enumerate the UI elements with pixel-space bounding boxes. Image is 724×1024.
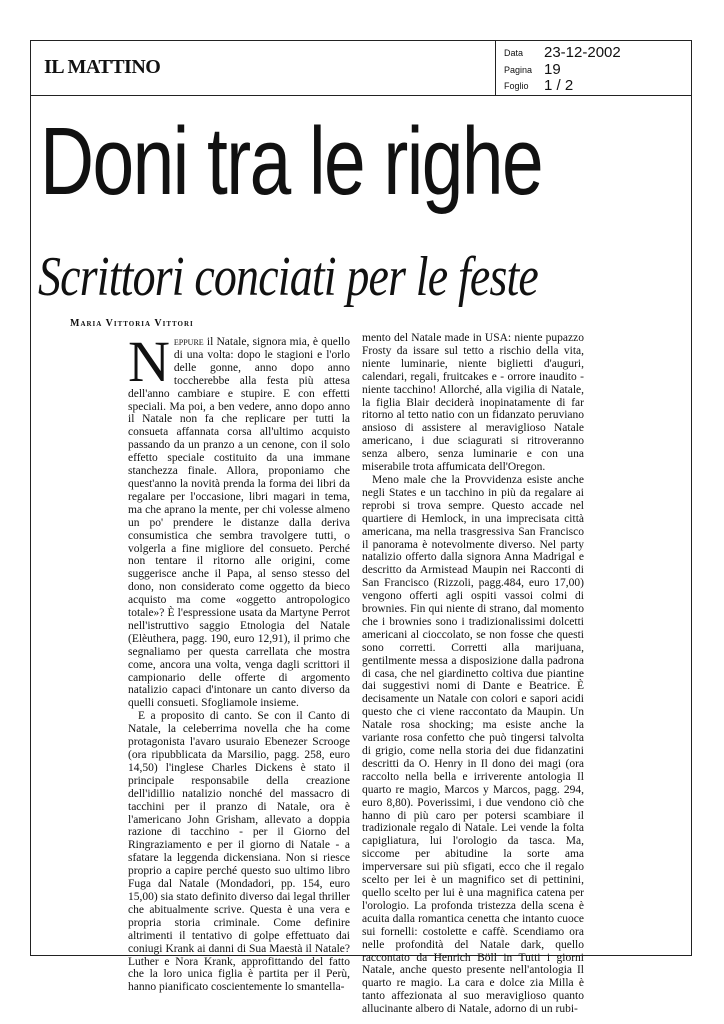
sheet-value: 1 / 2 xyxy=(544,77,574,94)
sheet-label: Foglio xyxy=(504,81,529,91)
paragraph: Meno male che la Provvidenza esiste anche negli States e un tacchino in più da regalare ai reprobi si trova sempre. Questo accade nel quartiere di Hemlock, in una imprecisata città americana, ma nella trasgressiva San Francisco il panorama è notevolmente diverso. Nel party natalizio offerto dalla signora Anna Madrigal e descritto da Armistead Maupin nei Racconti di San Francisco (Rizzoli, pagg.484, euro 17,00) vengono offerti agli ospiti vassoi colmi di brownies. Fin qui niente di strano, dal momento che i brownies sono i tradizionalissimi dolcetti americani al cioccolato, se non fosse che questi sono corretti. Corretti alla marijuana, gentilmente messa a disposizione dalla padrona di casa, che nel giardinetto coltiva due piantine dai suggestivi nomi di Dante e Beatrice. È decisamente un Natale con colori e sapori acidi questo che ci viene raccontato da Maupin. Un Natale rosa shocking; ma esiste anche la variante rosa confetto che può tingersi talvolta di grigio, come nella storia dei due fidanzatini descritti da O. Henry in Il dono dei magi (ora raccolto nella bella e irriverente antologia Il quarto re magio, Marcos y Marcos, pagg. 294, euro 8,80). Poverissimi, i due vendono ciò che hanno di più caro per potersi scambiare il tradizionale regalo di Natale. Lei vende la folta capigliatura, lui l'orologio da tasca. Ma, siccome per abitudine la sorte ama imperversare sui più sfigati, ecco che il regalo scelto per lei è un magnifico set di pettinini, quello scelto per lui è una magnifica catena per l'orologio. La profonda tristezza della scena è acuita dalla romantica cenetta che intanto cuoce sui fornelli: costolette e caffè. Scendiamo ora nelle profondità del Natale dark, quello raccontato da Henrich Böll in Tutti i giorni Natale, anche questo presente nell'antologia Il quarto re magio. La cara e dolce zia Milla è tanto affezionata al suo meraviglioso quanto allucinante albero di Natale, adorno di un rubi- xyxy=(362,473,584,1016)
newspaper-logo xyxy=(44,56,160,79)
byline: Maria Vittoria Vittori xyxy=(70,318,194,329)
article-column-2 xyxy=(362,332,584,1016)
paragraph: mento del Natale made in USA: niente pupazzo Frosty da issare sul tetto a rischio della vita, niente luminarie, niente biglietti d'auguri, calendari, regali, fruitcakes e - orrore inaudito - niente tacchino! Allorché, alla vigilia di Natale, la figlia Blair deciderà inopinatamente di far ritorno al tetto natio con un fidanzato peruviano ansioso di assistere al meraviglioso Natale americano, i due sciagurati si ritroveranno senza albero, senza luminarie e con una miserabile trota affumicata dell'Oregon. xyxy=(362,332,584,474)
date-row xyxy=(504,44,689,60)
article-column-1 xyxy=(128,329,350,994)
lead-in: eppure xyxy=(173,336,204,348)
paragraph xyxy=(128,329,350,710)
page-value: 19 xyxy=(544,61,561,78)
logo-text: IL MATTINO xyxy=(44,56,161,78)
sheet-row xyxy=(504,77,689,93)
subheadline: Scrittori conciati per le feste xyxy=(38,246,538,308)
page-row xyxy=(504,61,689,77)
paragraph: E a proposito di canto. Se con il Canto di Natale, la celeberrima novella che ha come protagonista l'avaro usuraio Ebenezer Scrooge (ora ripubblicata da Marsilio, pagg. 258, euro 14,50) l'inglese Charles Dickens è stato il principale responsabile della creazione dell'idillio natalizio nonché del massacro di tacchini per il pranzo di Natale, ora è l'americano John Grisham, allevato a doppia razione di tacchino - per il Giorno del Ringraziamento e per il giorno di Natale - a sfatare la leggenda dickensiana. Non si riesce proprio a capire perché questo suo ultimo libro Fuga dal Natale (Mondadori, pp. 154, euro 15,00) sia stato definito diverso dai legal thriller che abitualmente scrive. Questa è una vera e propria storia criminale. Come definire altrimenti il tentativo di golpe effettuato dai coniugi Krank ai danni di Sua Maestà il Natale? Luther e Nora Krank, approfittando del fatto che la loro unica figlia è partita per il Perù, hanno pianificato coscientemente lo smantella- xyxy=(128,710,350,994)
date-label: Data xyxy=(504,48,524,58)
date-value: 23-12-2002 xyxy=(544,44,621,61)
headline: Doni tra le righe xyxy=(40,108,543,215)
page-label: Pagina xyxy=(504,65,533,75)
drop-cap: N xyxy=(128,329,170,394)
paragraph-text: il Natale, signora mia, è quello di una volta: dopo le stagioni e l'orlo delle gonne, anno dopo anno toccherebbe alla festa più attesa dell'anno cambiare e stupire. E con effetti speciali. Ma poi, a ben vedere, anno dopo anno il Natale non fa che replicare per tutti la consueta affannata corsa all'ultimo acquisto passando da un pranzo a un cenone, con il solo effetto speciale costituito da una immane stanchezza finale. Allora, proponiamo che quest'anno la novità prenda la forma dei libri da regalare per l'occasione, libri magari in tema, ma che aprano la mente, per chi volesse almeno un po' prendere le distanze dalla deriva consumistica che sembra travolgere tutti, o volgerla a fine migliore del consueto. Perché non tentare il ritorno alle origini, come suggerisce anche il Papa, al senso stesso del dono, non considerato come oggetto da bieco acquisto ma come «oggetto antropologico totale»? È l'espressione usata da Martyne Perrot nell'istruttivo saggio Etnologia del Natale (Elèuthera, pagg. 190, euro 12,91), il primo che segnaliamo per questa carrellata che mostra come, ancora una volta, venga dagli scrittori il campionario delle offerte di argomento natalizio capaci d'intonare un canto diverso da quelli consueti. Sfogliamole insieme. xyxy=(128,336,350,710)
metadata-box xyxy=(496,40,692,96)
